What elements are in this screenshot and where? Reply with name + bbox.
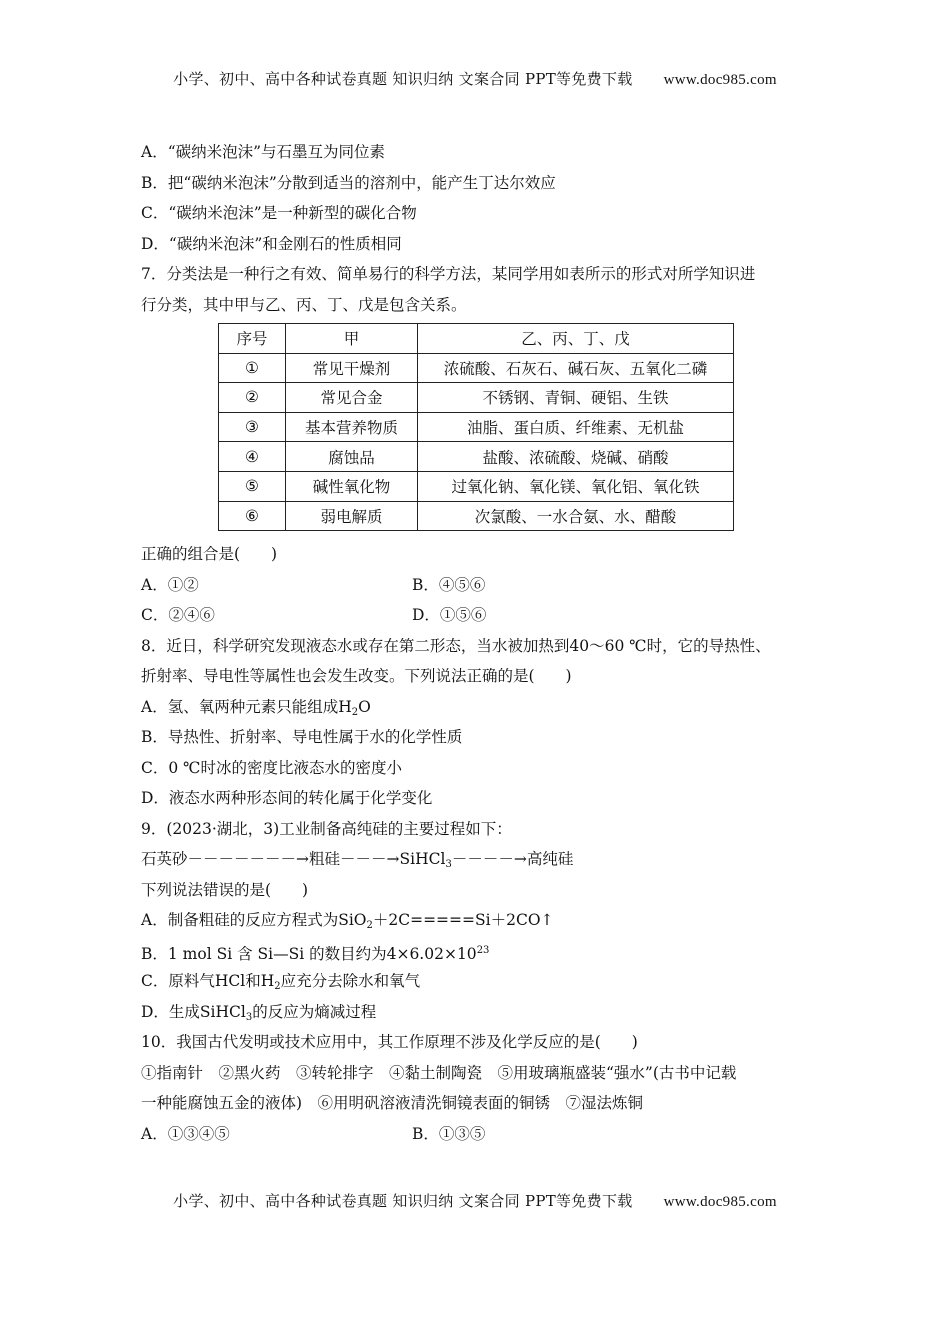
q9-stem: 9．(2023·湖北，3)工业制备高纯硅的主要过程如下： [141,819,512,838]
q10-option-a: A．①③④⑤ [141,1124,230,1143]
classification-table [218,323,734,531]
table-row [219,501,734,531]
q9-option-d-tail: 的反应为熵减过程 [252,1002,377,1021]
q7-prompt: 正确的组合是( ) [141,545,278,564]
q8-option-d: D．液态水两种形态间的转化属于化学变化 [141,789,433,808]
table-cell: 常见干燥剂 [286,353,418,383]
flow-step-quartz: 石英砂 [141,850,188,869]
table-cell: 常见合金 [286,383,418,413]
q10-options-row1 [141,1119,813,1150]
table-cell: ① [219,353,286,383]
subscript: 2 [351,706,359,718]
q7-options-row1 [141,570,813,601]
table-row [219,383,734,413]
q8-option-c: C．0 ℃时冰的密度比液态水的密度小 [141,758,402,777]
question-6-options [141,137,813,259]
q9-option-c-text: C．原料气HCl和H [141,972,275,991]
q6-option-b: B．把“碳纳米泡沫”分散到适当的溶剂中，能产生丁达尔效应 [141,173,556,192]
q7-option-d: D．①⑤⑥ [412,606,487,625]
q9-option-a-tail: ＋2C=====Si＋2CO↑ [372,911,554,930]
superscript: 23 [476,944,490,956]
q8-option-a [141,692,813,723]
q8-option-a-tail: O [358,697,371,716]
flow-step-pure-si: 高纯硅 [526,850,574,869]
table-cell: ③ [219,412,286,442]
page-header [0,68,950,89]
document-body [141,137,813,1149]
subscript: 2 [366,920,373,932]
table-cell: 不锈钢、青铜、硬铝、生铁 [418,383,734,413]
q10-items-line1: ①指南针 ②黑火药 ③转轮排字 ④黏土制陶瓷 ⑤用玻璃瓶盛装“强水”(古书中记载 [141,1063,737,1082]
question-9 [141,814,813,1028]
flow-arrow-icon: －－－－－－－→ [187,850,310,869]
page-footer [0,1190,950,1211]
q9-option-b [141,936,813,967]
table-row [219,353,734,383]
table-cell: 碱性氧化物 [286,471,418,501]
q9-option-a [141,905,813,936]
q7-options-row2 [141,600,813,631]
table-cell: ④ [219,442,286,472]
q7-option-b: B．④⑤⑥ [412,575,486,594]
flow-step-sihcl3: SiHCl [399,850,446,869]
subscript: 3 [245,1011,253,1023]
q7-stem-line2: 行分类，其中甲与乙、丙、丁、戊是包含关系。 [141,295,467,314]
question-7 [141,259,813,631]
table-cell: 盐酸、浓硫酸、烧碱、硝酸 [418,442,734,472]
q9-option-c [141,966,813,997]
header-site-link[interactable]: www.doc985.com [663,72,777,88]
q10-items-line2: 一种能腐蚀五金的液体) ⑥用明矾溶液清洗铜镜表面的铜锈 ⑦湿法炼铜 [141,1094,644,1113]
table-row [219,442,734,472]
header-text: 小学、初中、高中各种试卷真题 知识归纳 文案合同 PPT等免费下载 [173,70,633,88]
q9-option-a-text: A．制备粗硅的反应方程式为SiO [141,911,367,930]
question-10 [141,1027,813,1149]
q7-option-c: C．②④⑥ [141,606,215,625]
q8-stem-line1: 8．近日，科学研究发现液态水或存在第二形态，当水被加热到40～60 ℃时，它的导热性、 [141,636,771,655]
q9-option-d-text: D．生成SiHCl [141,1002,246,1021]
flow-arrow-icon: －－－→ [340,850,400,869]
table-cell: 基本营养物质 [286,412,418,442]
q8-option-a-text: A．氢、氧两种元素只能组成H [141,697,352,716]
q7-option-a: A．①② [141,575,199,594]
table-cell: 浓硫酸、石灰石、碱石灰、五氧化二磷 [418,353,734,383]
footer-text: 小学、初中、高中各种试卷真题 知识归纳 文案合同 PPT等免费下载 [173,1192,633,1210]
table-cell: 腐蚀品 [286,442,418,472]
table-cell: ② [219,383,286,413]
q9-process-flow [141,844,813,875]
q8-option-b: B．导热性、折射率、导电性属于水的化学性质 [141,728,463,747]
header-cell: 乙、丙、丁、戊 [418,324,734,354]
table-cell: ⑥ [219,501,286,531]
q10-stem: 10．我国古代发明或技术应用中，其工作原理不涉及化学反应的是( ) [141,1033,638,1052]
header-cell: 甲 [286,324,418,354]
table-cell: 弱电解质 [286,501,418,531]
q9-option-c-tail: 应充分去除水和氧气 [280,972,421,991]
table-cell: 过氧化钠、氧化镁、氧化铝、氧化铁 [418,471,734,501]
header-cell: 序号 [219,324,286,354]
flow-arrow-icon: －－－－→ [451,850,527,869]
q9-prompt: 下列说法错误的是( ) [141,880,309,899]
q8-stem-line2: 折射率、导电性等属性也会发生改变。下列说法正确的是( ) [141,667,572,686]
q6-option-d: D．“碳纳米泡沫”和金刚石的性质相同 [141,234,402,253]
footer-site-link[interactable]: www.doc985.com [663,1194,777,1210]
q9-option-d [141,997,813,1028]
subscript: 3 [445,859,452,871]
table-row [219,471,734,501]
table-row [219,412,734,442]
q6-option-a: A．“碳纳米泡沫”与石墨互为同位素 [141,143,386,161]
subscript: 2 [274,981,281,993]
question-8 [141,631,813,814]
q6-option-c: C．“碳纳米泡沫”是一种新型的碳化合物 [141,204,417,222]
table-cell: 油脂、蛋白质、纤维素、无机盐 [418,412,734,442]
q7-stem-line1: 7．分类法是一种行之有效、简单易行的科学方法，某同学用如表所示的形式对所学知识进 [141,265,756,283]
table-cell: 次氯酸、一水合氨、水、醋酸 [418,501,734,531]
q9-option-b-text: B．1 mol Si 含 Si—Si 的数目约为4×6.02×10 [141,944,477,963]
flow-step-crude-si: 粗硅 [309,850,341,869]
table-cell: ⑤ [219,471,286,501]
q10-option-b: B．①③⑤ [412,1124,486,1143]
table-header-row [219,324,734,354]
